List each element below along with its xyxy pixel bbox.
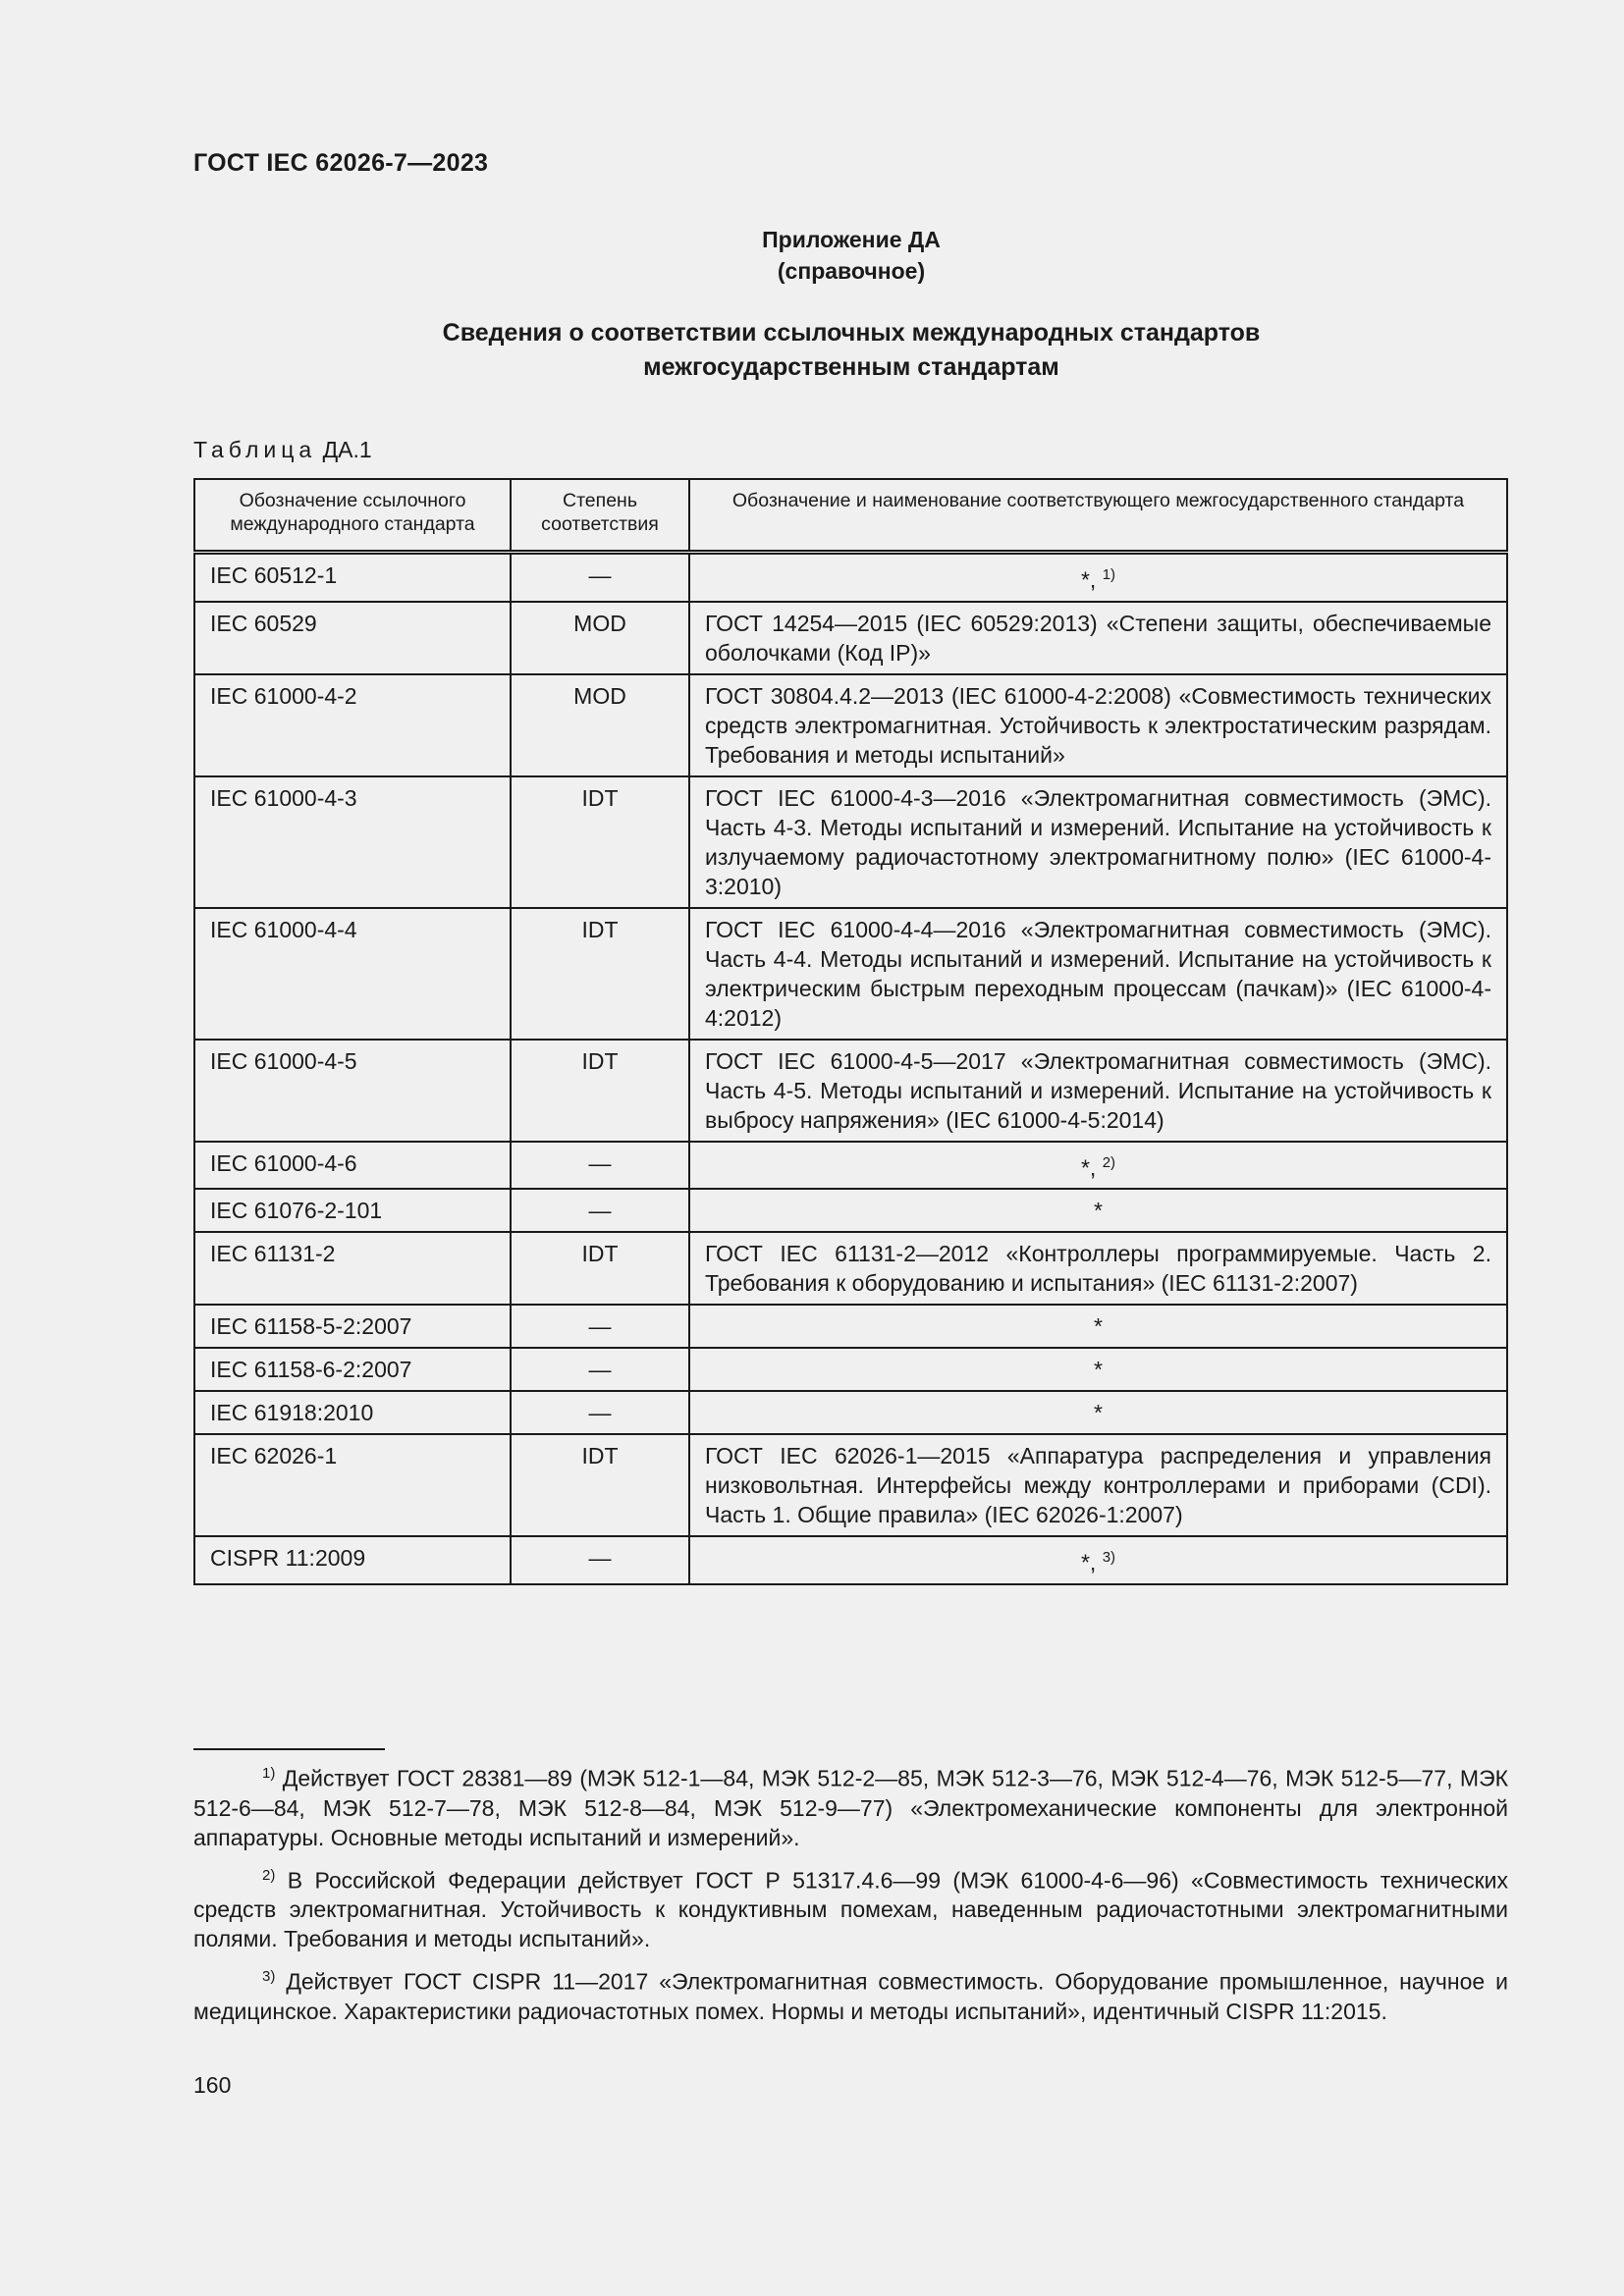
cell-degree: — xyxy=(511,1536,689,1584)
cell-degree: IDT xyxy=(511,776,689,908)
cell-standard xyxy=(689,1434,1507,1536)
table-row xyxy=(194,1142,1507,1190)
footnote-separator xyxy=(193,1748,385,1750)
table-row xyxy=(194,1305,1507,1348)
cell-reference: IEC 61000-4-3 xyxy=(194,776,511,908)
cell-reference: IEC 61000-4-4 xyxy=(194,908,511,1040)
cell-standard xyxy=(689,908,1507,1040)
standard-text: *, xyxy=(1080,1154,1097,1181)
correspondence-table xyxy=(193,478,1508,1585)
table-row xyxy=(194,1040,1507,1142)
standard-text: ГОСТ IEC 61000-4-5—2017 «Электромагнитная совместимость (ЭМС). Часть 4-5. Методы испытаний и измерений. Испытание на устойчивость к выбросу напряжения» (IEC 61000-4-5:2014) xyxy=(705,1047,1491,1133)
header-interstate-standard: Обозначение и наименование соответствующего межгосударственного стандарта xyxy=(689,479,1507,553)
cell-reference: IEC 60529 xyxy=(194,602,511,674)
section-title-line-2: межгосударственным стандартам xyxy=(643,353,1059,381)
footnote-text: В Российской Федерации действует ГОСТ Р 51317.4.6—99 (МЭК 61000-4-6—96) «Совместимость технических средств электромагнитная. Устойчивость к кондуктивным помехам, наведенным радиочастотными электромагнитными полями. Требования и методы испытаний». xyxy=(193,1867,1508,1952)
cell-reference: IEC 61918:2010 xyxy=(194,1391,511,1434)
table-body xyxy=(194,553,1507,1584)
standard-text: ГОСТ IEC 61000-4-3—2016 «Электромагнитная совместимость (ЭМС). Часть 4-3. Методы испытаний и измерений. Испытание на устойчивость к излучаемому радиочастотному электромагнитному полю» (IEC 61000-4-3:2010) xyxy=(705,784,1491,899)
cell-standard xyxy=(689,1536,1507,1584)
footnote-mark: 3) xyxy=(262,1968,276,1986)
section-title-line-1: Сведения о соответствии ссылочных международных стандартов xyxy=(442,319,1261,347)
section-title xyxy=(0,316,1624,385)
cell-degree: — xyxy=(511,553,689,602)
cell-standard xyxy=(689,602,1507,674)
table-row xyxy=(194,1348,1507,1391)
footnote-mark: 1) xyxy=(262,1765,276,1782)
cell-reference: IEC 61000-4-6 xyxy=(194,1142,511,1190)
cell-reference: IEC 61158-6-2:2007 xyxy=(194,1348,511,1391)
table-row xyxy=(194,776,1507,908)
standard-text: * xyxy=(1094,1400,1103,1426)
footnote-reference: 3) xyxy=(1102,1549,1116,1567)
table-row xyxy=(194,1232,1507,1305)
cell-standard xyxy=(689,1232,1507,1305)
table-caption-number: ДА.1 xyxy=(322,437,372,462)
table-row xyxy=(194,1189,1507,1232)
table-row xyxy=(194,553,1507,602)
cell-degree: IDT xyxy=(511,1232,689,1305)
cell-standard xyxy=(689,1305,1507,1348)
standard-text: ГОСТ IEC 62026-1—2015 «Аппаратура распределения и управления низковольтная. Интерфейсы между контроллерами и приборами (CDI). Часть 1. Общие правила» (IEC 62026-1:2007) xyxy=(705,1443,1491,1528)
table-row xyxy=(194,674,1507,776)
standard-text: *, xyxy=(1080,566,1097,593)
cell-standard xyxy=(689,674,1507,776)
footnote xyxy=(193,1962,1508,2026)
appendix-heading xyxy=(0,224,1624,287)
cell-degree: — xyxy=(511,1348,689,1391)
footnote-mark: 2) xyxy=(262,1866,276,1884)
cell-standard xyxy=(689,1142,1507,1190)
table-caption xyxy=(193,437,372,463)
page-number: 160 xyxy=(193,2072,232,2098)
cell-reference: IEC 61158-5-2:2007 xyxy=(194,1305,511,1348)
cell-reference: IEC 61076-2-101 xyxy=(194,1189,511,1232)
cell-degree: — xyxy=(511,1305,689,1348)
cell-degree: IDT xyxy=(511,908,689,1040)
document-code: ГОСТ IEC 62026-7—2023 xyxy=(193,149,489,177)
footnote-reference: 1) xyxy=(1102,566,1116,583)
cell-reference: CISPR 11:2009 xyxy=(194,1536,511,1584)
standard-text: *, xyxy=(1080,1549,1097,1575)
table-row xyxy=(194,1434,1507,1536)
appendix-note: (справочное) xyxy=(777,258,926,284)
cell-standard xyxy=(689,776,1507,908)
standard-text: ГОСТ 14254—2015 (IEC 60529:2013) «Степени защиты, обеспечиваемые оболочками (Код IP)» xyxy=(705,610,1491,666)
standard-text: ГОСТ IEC 61131-2—2012 «Контроллеры программируемые. Часть 2. Требования к оборудованию и испытания» (IEC 61131-2:2007) xyxy=(705,1241,1491,1297)
standard-text: ГОСТ IEC 61000-4-4—2016 «Электромагнитная совместимость (ЭМС). Часть 4-4. Методы испытаний и измерений. Испытание на устойчивость к электрическим быстрым переходным процессам (пачкам)» (IEC 61000-4-4:2012) xyxy=(705,916,1491,1031)
cell-degree: MOD xyxy=(511,602,689,674)
appendix-title: Приложение ДА xyxy=(762,227,941,252)
cell-standard xyxy=(689,1348,1507,1391)
cell-standard xyxy=(689,1189,1507,1232)
standard-text: * xyxy=(1094,1198,1103,1224)
header-degree: Степень соответствия xyxy=(511,479,689,553)
cell-reference: IEC 61000-4-2 xyxy=(194,674,511,776)
standard-text: * xyxy=(1094,1357,1103,1383)
footnote-reference: 2) xyxy=(1102,1153,1116,1171)
cell-standard xyxy=(689,1391,1507,1434)
footnote-text: Действует ГОСТ CISPR 11—2017 «Электромагнитная совместимость. Оборудование промышленное, научное и медицинское. Характеристики радиочастотных помех. Нормы и методы испытаний», идентичный CISPR 11:2015. xyxy=(193,1968,1508,2024)
table-row xyxy=(194,908,1507,1040)
cell-reference: IEC 60512-1 xyxy=(194,553,511,602)
footnote xyxy=(193,1861,1508,1954)
cell-degree: IDT xyxy=(511,1434,689,1536)
standard-text: * xyxy=(1094,1313,1103,1340)
cell-reference: IEC 61000-4-5 xyxy=(194,1040,511,1142)
cell-standard xyxy=(689,553,1507,602)
cell-degree: — xyxy=(511,1189,689,1232)
cell-standard xyxy=(689,1040,1507,1142)
footnote xyxy=(193,1759,1508,1852)
header-reference-standard: Обозначение ссылочного международного стандарта xyxy=(194,479,511,553)
table-caption-prefix: Таблица xyxy=(193,437,317,462)
table-row xyxy=(194,602,1507,674)
standard-text: ГОСТ 30804.4.2—2013 (IEC 61000-4-2:2008) «Совместимость технических средств электромагнитная. Устойчивость к электростатическим разрядам. Требования и методы испытаний» xyxy=(705,682,1491,768)
cell-degree: MOD xyxy=(511,674,689,776)
table-row xyxy=(194,1536,1507,1584)
cell-reference: IEC 61131-2 xyxy=(194,1232,511,1305)
cell-degree: — xyxy=(511,1142,689,1190)
footnotes xyxy=(193,1759,1508,2035)
cell-degree: IDT xyxy=(511,1040,689,1142)
table-header-row xyxy=(194,479,1507,553)
footnote-text: Действует ГОСТ 28381—89 (МЭК 512-1—84, МЭК 512-2—85, МЭК 512-3—76, МЭК 512-4—76, МЭК 512-5—77, МЭК 512-6—84, МЭК 512-7—78, МЭК 512-8—84, МЭК 512-9—77) «Электромеханические компоненты для электронной аппаратуры. Основные методы испытаний и измерений». xyxy=(193,1765,1509,1850)
cell-degree: — xyxy=(511,1391,689,1434)
table-row xyxy=(194,1391,1507,1434)
cell-reference: IEC 62026-1 xyxy=(194,1434,511,1536)
